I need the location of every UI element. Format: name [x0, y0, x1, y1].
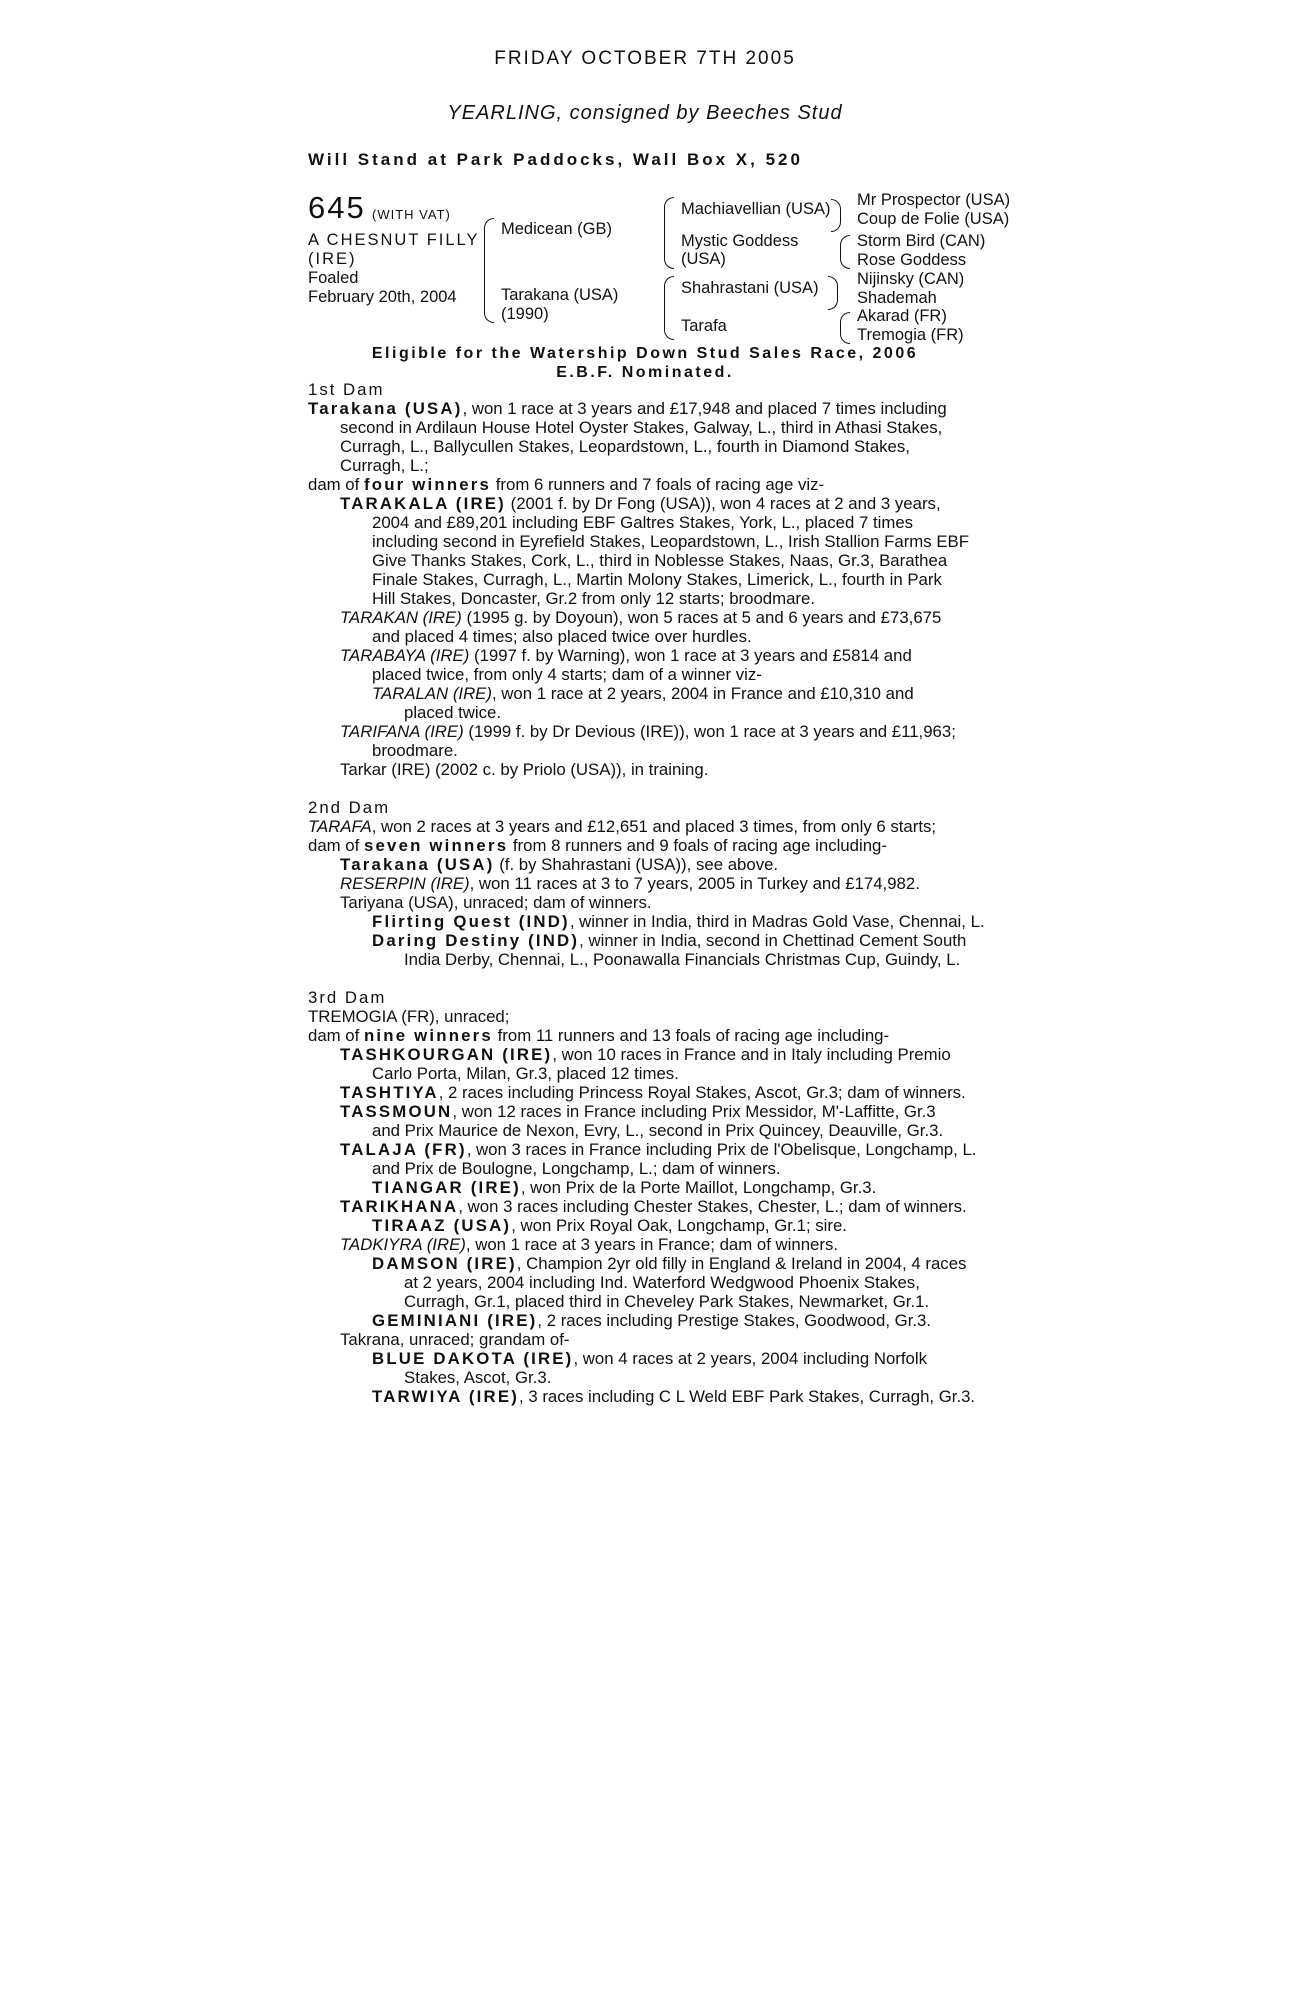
- pedigree-brace-g4: [840, 312, 850, 344]
- dam-produce-summary: dam of four winners from 6 runners and 7 foals of racing age viz-: [308, 475, 825, 494]
- lot-number: 645: [308, 190, 366, 225]
- produce-line: Hill Stakes, Doncaster, Gr.2 from only 12 starts; broodmare.: [372, 589, 816, 608]
- produce-line: placed twice.: [404, 703, 502, 722]
- produce-line: including second in Eyrefield Stakes, Leopardstown, L., Irish Stallion Farms EBF: [372, 532, 969, 551]
- pedigree-brace-g2: [840, 235, 850, 269]
- second-dam-line: RESERPIN (IRE), won 11 races at 3 to 7 years, 2005 in Turkey and £174,982.: [340, 874, 920, 893]
- third-dam-line: TARWIYA (IRE), 3 races including C L Weld EBF Park Stakes, Curragh, Gr.3.: [372, 1387, 976, 1406]
- produce-line: TARALAN (IRE), won 1 race at 2 years, 2004 in France and £10,310 and: [372, 684, 914, 703]
- pedigree-ggsire-2: Storm Bird (CAN): [857, 232, 986, 250]
- stand-location: Will Stand at Park Paddocks, Wall Box X, 520: [308, 150, 803, 169]
- second-dam-line: dam of seven winners from 8 runners and 9 foals of racing age including-: [308, 836, 887, 855]
- third-dam-line: TIRAAZ (USA), won Prix Royal Oak, Longchamp, Gr.1; sire.: [372, 1216, 847, 1235]
- second-dam-line: India Derby, Chennai, L., Poonawalla Financials Christmas Cup, Guindy, L.: [404, 950, 961, 969]
- pedigree-brace-main: [484, 218, 494, 323]
- ebf-nominated: E.B.F. Nominated.: [556, 364, 734, 381]
- pedigree-ggsire-3: Nijinsky (CAN): [857, 270, 965, 288]
- produce-line: Finale Stakes, Curragh, L., Martin Molony Stakes, Limerick, L., fourth in Park: [372, 570, 942, 589]
- pedigree-gsire-2: Shahrastani (USA): [681, 279, 819, 297]
- third-dam-line: Carlo Porta, Milan, Gr.3, placed 12 times.: [372, 1064, 679, 1083]
- lot-vat: (WITH VAT): [372, 207, 451, 222]
- pedigree-gsire-1: Machiavellian (USA): [681, 200, 831, 218]
- second-dam-line: Tariyana (USA), unraced; dam of winners.: [340, 893, 652, 912]
- sale-date: FRIDAY OCTOBER 7TH 2005: [494, 48, 796, 69]
- pedigree-brace-sire: [664, 197, 674, 269]
- family-record: [308, 380, 1288, 1406]
- third-dam-line: TASSMOUN, won 12 races in France including Prix Messidor, M'-Laffitte, Gr.3: [340, 1102, 936, 1121]
- third-dam-line: Stakes, Ascot, Gr.3.: [404, 1368, 552, 1387]
- third-dam-line: TIANGAR (IRE), won Prix de la Porte Maillot, Longchamp, Gr.3.: [372, 1178, 877, 1197]
- pedigree-sire: Medicean (GB): [501, 220, 612, 238]
- second-dam-line: TARAFA, won 2 races at 3 years and £12,651 and placed 3 times, from only 6 starts;: [308, 817, 937, 836]
- pedigree-gdam-2: Tarafa: [681, 317, 727, 335]
- pedigree-ggsire-4: Akarad (FR): [857, 307, 947, 325]
- produce-line: broodmare.: [372, 741, 458, 760]
- third-dam-line: BLUE DAKOTA (IRE), won 4 races at 2 years, 2004 including Norfolk: [372, 1349, 927, 1368]
- second-dam-line: Tarakana (USA) (f. by Shahrastani (USA)), see above.: [340, 855, 779, 874]
- consignor-line: YEARLING, consigned by Beeches Stud: [447, 102, 843, 124]
- pedigree-ggdam-3: Shademah: [857, 289, 937, 307]
- second-dam-line: Flirting Quest (IND), winner in India, third in Madras Gold Vase, Chennai, L.: [372, 912, 985, 931]
- third-dam-line: dam of nine winners from 11 runners and 13 foals of racing age including-: [308, 1026, 890, 1045]
- third-dam-line: TADKIYRA (IRE), won 1 race at 3 years in France; dam of winners.: [340, 1235, 839, 1254]
- second-dam-line: Daring Destiny (IND), winner in India, second in Chettinad Cement South: [372, 931, 967, 950]
- third-dam-line: GEMINIANI (IRE), 2 races including Prestige Stakes, Goodwood, Gr.3.: [372, 1311, 932, 1330]
- lot-foaled-date: February 20th, 2004: [308, 288, 457, 306]
- second-dam-heading: 2nd Dam: [308, 798, 391, 817]
- third-dam-line: TREMOGIA (FR), unraced;: [308, 1007, 510, 1026]
- lot-description-2: (IRE): [308, 250, 357, 268]
- pedigree-gdam-1: Mystic Goddess: [681, 232, 799, 250]
- third-dam-line: at 2 years, 2004 including Ind. Waterford Wedgwood Phoenix Stakes,: [404, 1273, 920, 1292]
- pedigree-ggsire-1: Mr Prospector (USA): [857, 191, 1011, 209]
- dam-record-line: Curragh, L., Ballycullen Stakes, Leopardstown, L., fourth in Diamond Stakes,: [340, 437, 910, 456]
- produce-line: Tarkar (IRE) (2002 c. by Priolo (USA)), in training.: [340, 760, 709, 779]
- produce-line: TARAKAN (IRE) (1995 g. by Doyoun), won 5 races at 5 and 6 years and £73,675: [340, 608, 942, 627]
- third-dam-line: Takrana, unraced; grandam of-: [340, 1330, 570, 1349]
- third-dam-line: DAMSON (IRE), Champion 2yr old filly in England & Ireland in 2004, 4 races: [372, 1254, 967, 1273]
- produce-line: Give Thanks Stakes, Cork, L., third in Noblesse Stakes, Naas, Gr.3, Barathea: [372, 551, 948, 570]
- lot-foaled-label: Foaled: [308, 269, 359, 287]
- produce-line: 2004 and £89,201 including EBF Galtres Stakes, York, L., placed 7 times: [372, 513, 914, 532]
- third-dam-line: and Prix de Boulogne, Longchamp, L.; dam of winners.: [372, 1159, 781, 1178]
- pedigree-dam-year: (1990): [501, 305, 549, 323]
- pedigree-brace-g1: [831, 199, 841, 232]
- pedigree-ggdam-1: Coup de Folie (USA): [857, 210, 1010, 228]
- pedigree-ggdam-2: Rose Goddess: [857, 251, 967, 269]
- first-dam-heading: 1st Dam: [308, 380, 385, 399]
- dam-record-line: Curragh, L.;: [340, 456, 429, 475]
- third-dam-line: and Prix Maurice de Nexon, Evry, L., second in Prix Quincey, Deauville, Gr.3.: [372, 1121, 944, 1140]
- produce-line: placed twice, from only 4 starts; dam of a winner viz-: [372, 665, 762, 684]
- produce-line: TARAKALA (IRE) (2001 f. by Dr Fong (USA)), won 4 races at 2 and 3 years,: [340, 494, 941, 513]
- pedigree-gdam-1-country: (USA): [681, 250, 726, 268]
- produce-line: and placed 4 times; also placed twice over hurdles.: [372, 627, 752, 646]
- third-dam-line: TASHKOURGAN (IRE), won 10 races in France and in Italy including Premio: [340, 1045, 951, 1064]
- third-dam-line: TARIKHANA, won 3 races including Chester Stakes, Chester, L.; dam of winners.: [340, 1197, 967, 1216]
- third-dam-heading: 3rd Dam: [308, 988, 387, 1007]
- eligibility-line: Eligible for the Watership Down Stud Sales Race, 2006: [371, 345, 919, 362]
- third-dam-line: TALAJA (FR), won 3 races in France including Prix de l'Obelisque, Longchamp, L.: [340, 1140, 977, 1159]
- pedigree-brace-dam: [664, 276, 674, 340]
- produce-line: TARABAYA (IRE) (1997 f. by Warning), won 1 race at 3 years and £5814 and: [340, 646, 912, 665]
- pedigree-dam: Tarakana (USA): [501, 286, 619, 304]
- produce-line: TARIFANA (IRE) (1999 f. by Dr Devious (IRE)), won 1 race at 3 years and £11,963;: [340, 722, 956, 741]
- dam-record-line: second in Ardilaun House Hotel Oyster Stakes, Galway, L., third in Athasi Stakes,: [340, 418, 943, 437]
- lot-description-1: A CHESNUT FILLY: [308, 231, 480, 249]
- dam-record-line: Tarakana (USA), won 1 race at 3 years and £17,948 and placed 7 times including: [308, 399, 947, 418]
- third-dam-line: Curragh, Gr.1, placed third in Cheveley Park Stakes, Newmarket, Gr.1.: [404, 1292, 930, 1311]
- third-dam-line: TASHTIYA, 2 races including Princess Royal Stakes, Ascot, Gr.3; dam of winners.: [340, 1083, 966, 1102]
- pedigree-brace-g3: [828, 276, 838, 310]
- pedigree-ggdam-4: Tremogia (FR): [857, 326, 964, 344]
